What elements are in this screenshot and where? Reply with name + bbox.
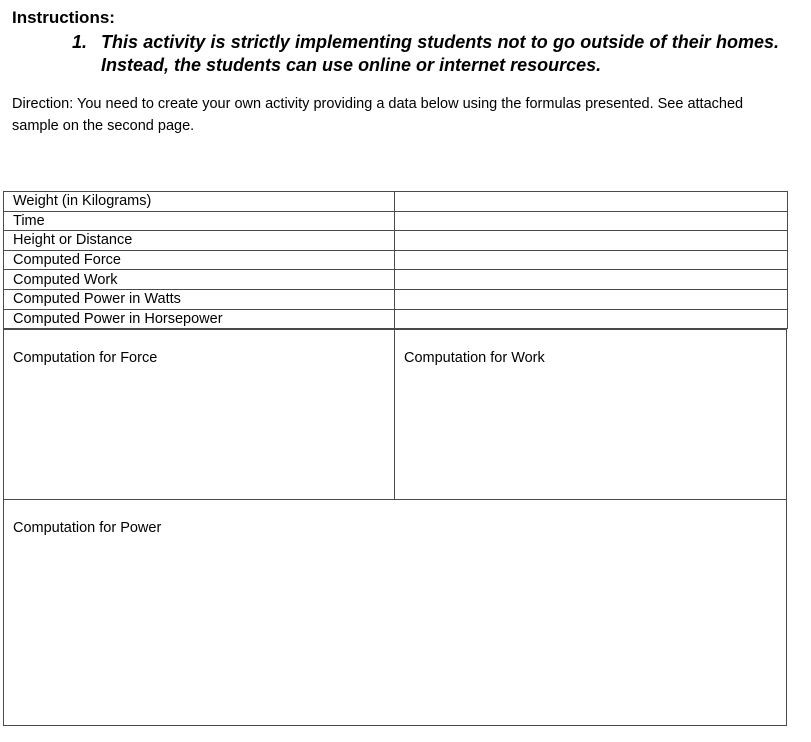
row-value-weight[interactable] [395,192,788,212]
row-label-height: Height or Distance [4,231,395,251]
instructions-heading: Instructions: [12,8,115,27]
force-computation-label: Computation for Force [13,350,158,366]
direction-text: Direction: You need to create your own activity providing a data below using the formulas presented. See attached sample on the second page. [12,96,744,134]
row-value-force[interactable] [395,250,788,270]
power-computation-label: Computation for Power [13,520,162,536]
instruction-number: 1. [72,32,88,52]
data-table [3,191,788,329]
instruction-text: This activity is strictly implementing students not to go outside of their homes. Instead, the students can use online or internet resources. [101,32,779,75]
work-computation-label: Computation for Work [404,350,545,366]
instruction-item [72,31,779,77]
row-label-weight: Weight (in Kilograms) [4,192,395,212]
table-row [4,211,788,231]
row-value-power-horsepower[interactable] [395,309,788,329]
row-value-work[interactable] [395,270,788,290]
row-label-power-watts: Computed Power in Watts [4,289,395,309]
work-computation-box[interactable] [394,329,787,500]
table-row [4,289,788,309]
table-row [4,270,788,290]
instructions-list [72,31,779,77]
force-computation-box[interactable] [3,329,395,500]
table-row [4,250,788,270]
row-label-force: Computed Force [4,250,395,270]
table-row [4,192,788,212]
row-value-power-watts[interactable] [395,289,788,309]
row-value-time[interactable] [395,211,788,231]
power-computation-box[interactable] [3,499,787,726]
row-label-work: Computed Work [4,270,395,290]
row-value-height[interactable] [395,231,788,251]
table-row [4,231,788,251]
row-label-power-horsepower: Computed Power in Horsepower [4,309,395,329]
table-row [4,309,788,329]
row-label-time: Time [4,211,395,231]
